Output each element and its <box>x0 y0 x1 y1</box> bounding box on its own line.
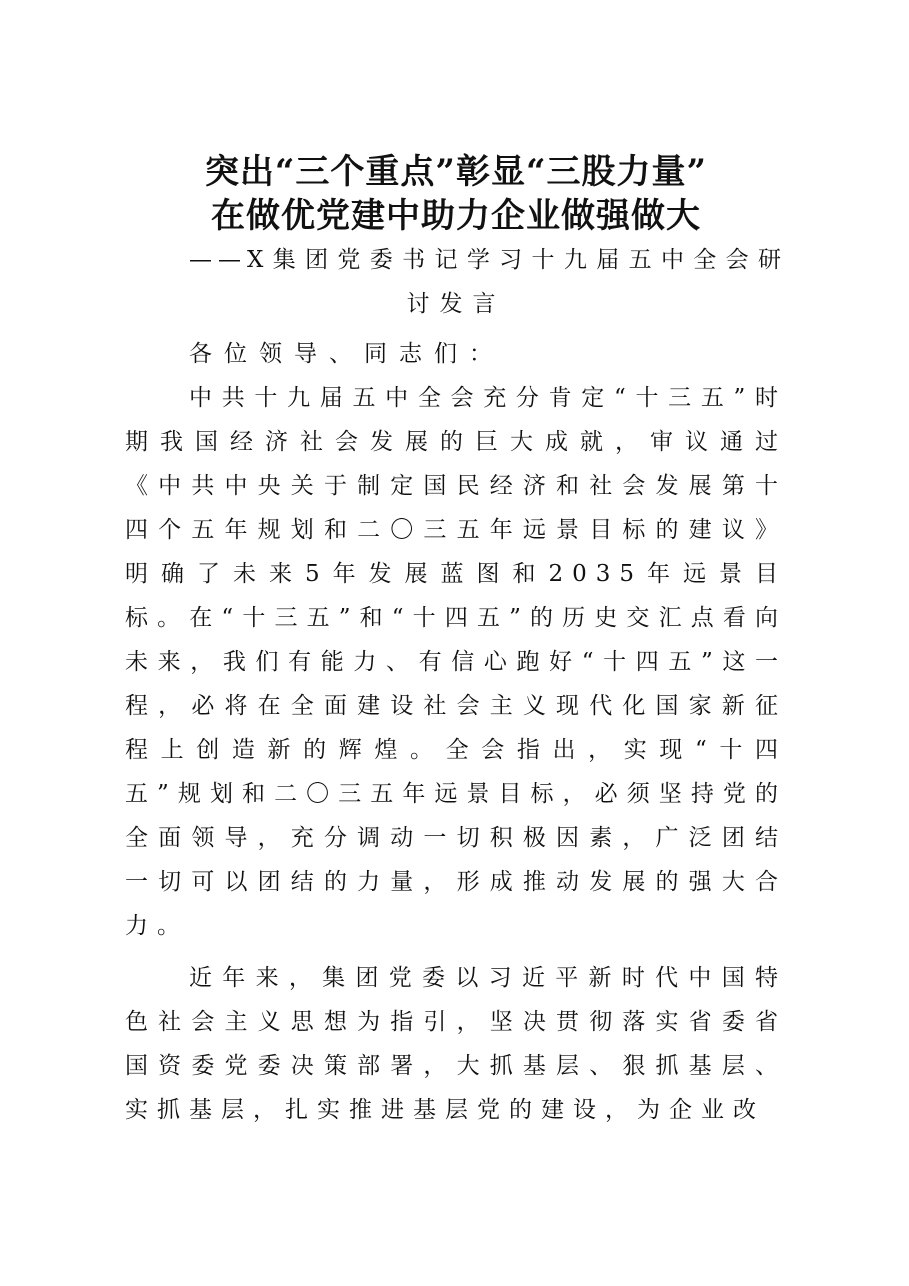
salutation: 各位领导、同志们： <box>189 341 504 367</box>
document-page <box>125 150 787 1132</box>
body-paragraph-1: 中共十九届五中全会充分肯定“十三五”时期我国经济社会发展的巨大成就，审议通过《中共中央关于制定国民经济和社会发展第十四个五年规划和二〇三五年远景目标的建议》明确了未来5年发展蓝图和2035年远景目标。在“十三五”和“十四五”的历史交汇点看向未来，我们有能力、有信心跑好“十四五”这一程，必将在全面建设社会主义现代化国家新征程上创造新的辉煌。全会指出，实现“十四五”规划和二〇三五年远景目标，必须坚持党的全面领导，充分调动一切积极因素，广泛团结一切可以团结的力量，形成推动发展的强大合力。 <box>125 385 787 939</box>
document-subtitle-line-1: ——X集团党委书记学习十九届五中全会研 <box>189 247 787 273</box>
body-paragraph-2: 近年来，集团党委以习近平新时代中国特色社会主义思想为指引，坚决贯彻落实省委省国资委党委决策部署，大抓基层、狠抓基层、实抓基层，扎实推进基层党的建设，为企业改 <box>125 965 787 1123</box>
document-title-line-1: 突出“三个重点”彰显“三股力量” <box>204 152 708 192</box>
document-title-line-2: 在做优党建中助力企业做强做大 <box>211 196 701 236</box>
document-subtitle-line-2: 讨发言 <box>406 291 506 317</box>
paragraph-gap <box>125 948 787 956</box>
